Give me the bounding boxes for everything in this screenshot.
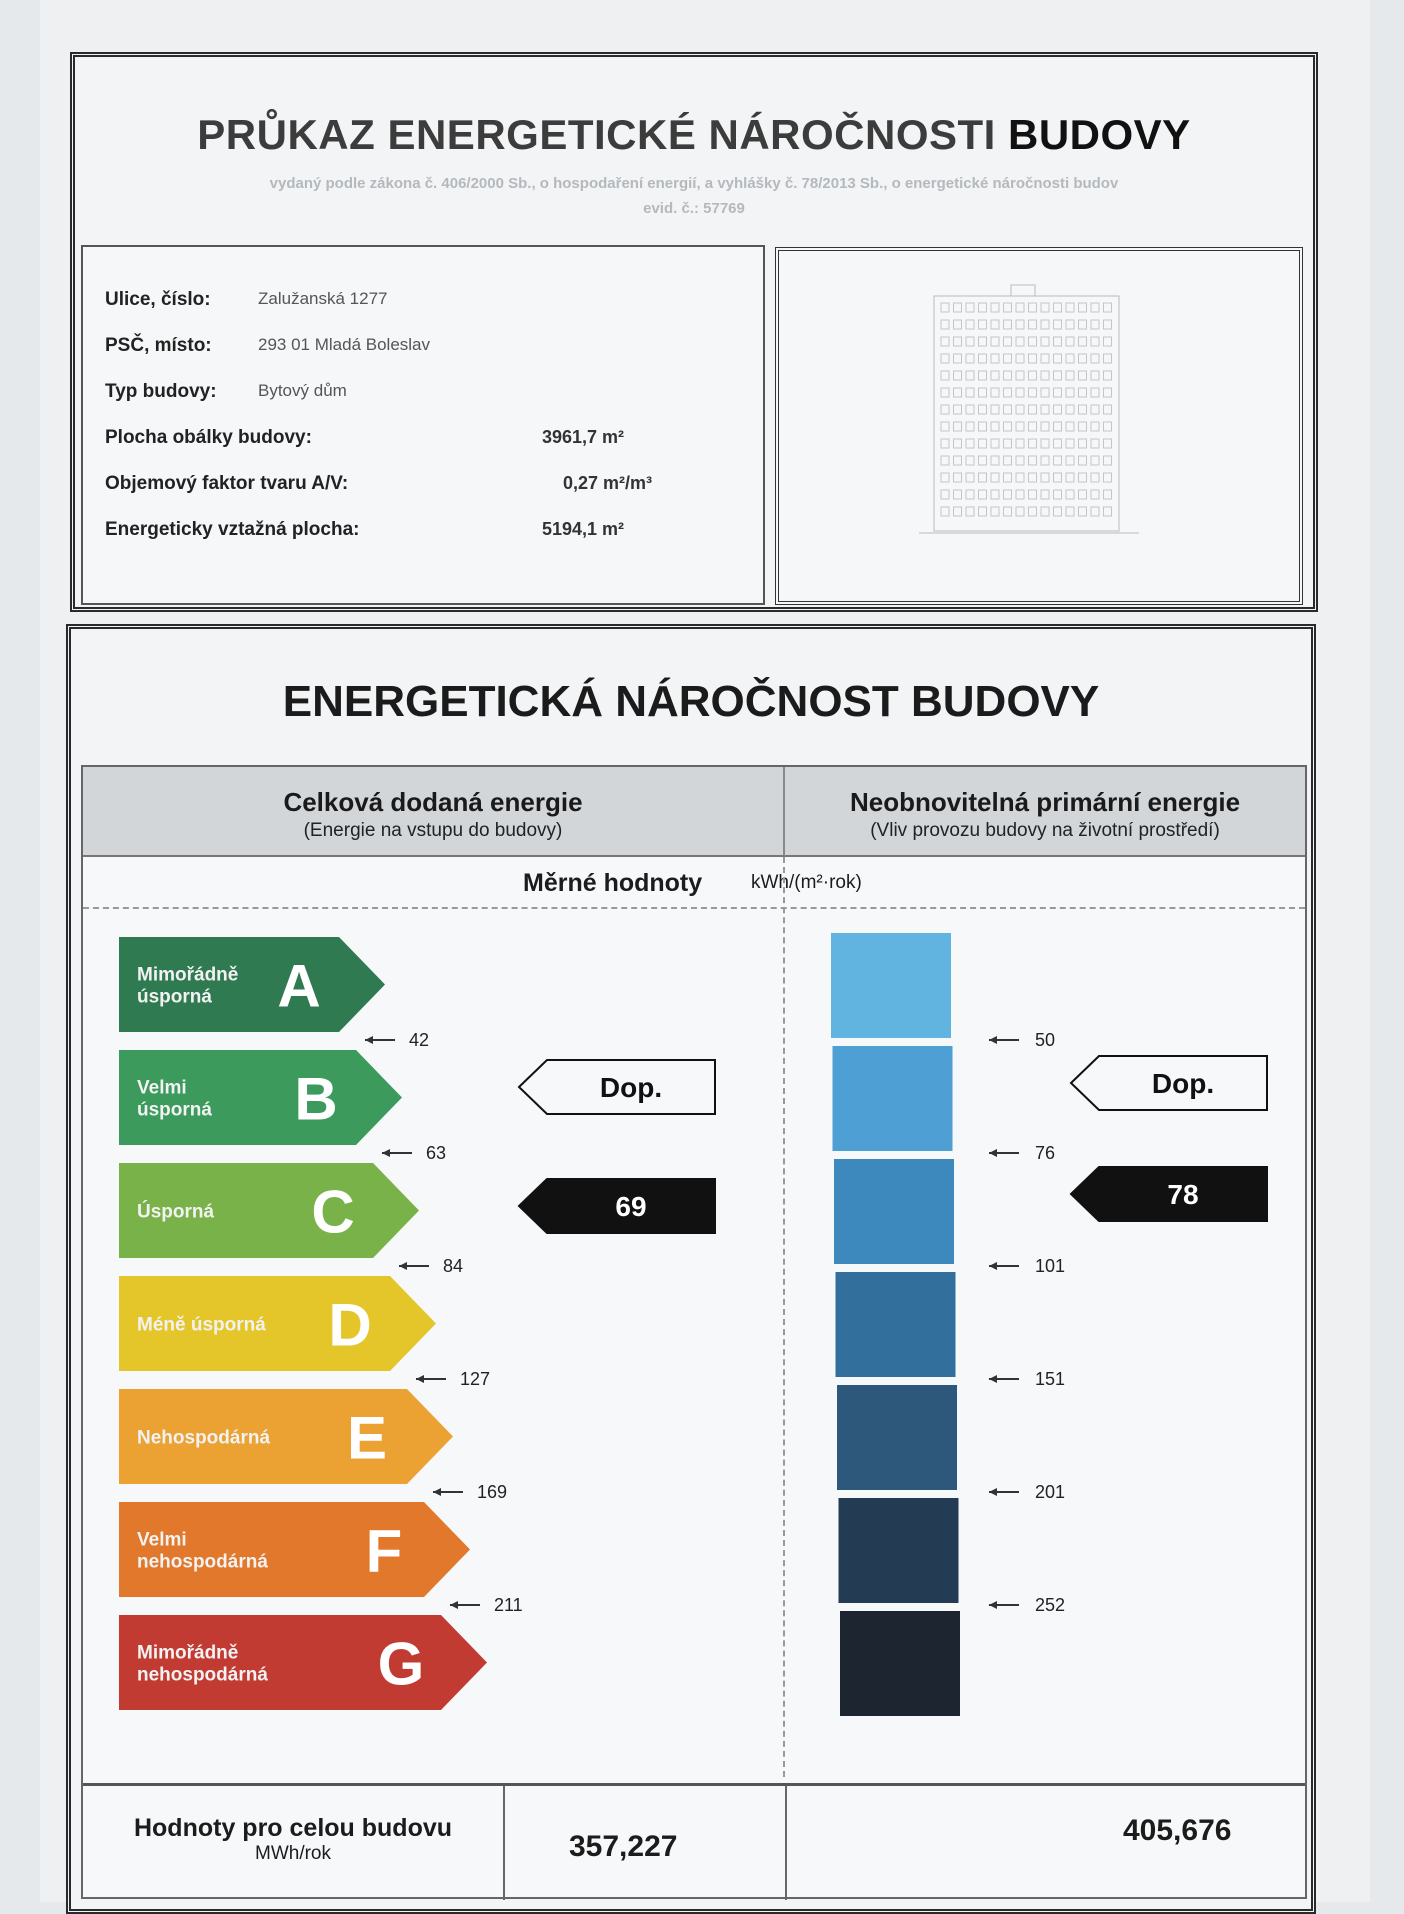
energy-class-f-label: Velmi <box>137 1529 187 1551</box>
primary-class-bar <box>840 1611 960 1716</box>
energy-table <box>81 765 1307 1899</box>
zip-label: PSČ, místo: <box>105 335 212 356</box>
energy-class-b-letter: B <box>294 1065 338 1133</box>
energy-class-e-letter: E <box>346 1404 388 1472</box>
primary-class-bar <box>839 1498 959 1603</box>
energy-class-a-letter: A <box>277 952 321 1020</box>
certificate-title-main: PRŮKAZ ENERGETICKÉ NÁROČNOSTI <box>197 111 1008 158</box>
primary-limit-arrowhead <box>989 1601 997 1609</box>
primary-energy-title: Neobnovitelná primární energie <box>849 787 1241 817</box>
delivered-actual-value: 69 <box>615 1191 647 1222</box>
class-limit-value: 84 <box>443 1256 464 1276</box>
energy-class-d-label: Méně úsporná <box>137 1314 266 1336</box>
reference-area-value: 5194,1 m² <box>542 519 625 539</box>
primary-limit-arrowhead <box>989 1262 997 1270</box>
delivered-energy-title: Celková dodaná energie <box>283 787 583 817</box>
shape-factor-label: Objemový faktor tvaru A/V: <box>105 473 349 494</box>
energy-class-chart <box>83 767 1305 1783</box>
primary-limit-arrowhead <box>989 1375 997 1383</box>
energy-class-d-letter: D <box>328 1291 372 1359</box>
energy-class-c-label: Úsporná <box>137 1201 215 1223</box>
primary-limit-value: 252 <box>1035 1595 1066 1615</box>
reference-area-label: Energeticky vztažná plocha: <box>105 519 360 540</box>
class-limit-value: 42 <box>409 1030 430 1050</box>
energy-class-b-label: Velmi <box>137 1077 187 1099</box>
primary-class-bar <box>836 1272 956 1377</box>
energy-class-a-label: Mimořádně <box>137 964 239 986</box>
primary-limit-value: 76 <box>1035 1143 1056 1163</box>
whole-building-values-row <box>83 1783 1305 1900</box>
class-limit-value: 127 <box>460 1369 491 1389</box>
primary-limit-value: 151 <box>1035 1369 1066 1389</box>
primary-class-bar <box>833 1046 953 1151</box>
energy-class-e-label: Nehospodárná <box>137 1427 271 1449</box>
class-limit-arrowhead <box>382 1149 390 1157</box>
whole-building-label-cell <box>83 1786 505 1900</box>
whole-building-unit: MWh/rok <box>255 1843 331 1864</box>
primary-limit-value: 50 <box>1035 1030 1056 1050</box>
primary-limit-value: 201 <box>1035 1482 1066 1502</box>
energy-class-f-letter: F <box>365 1517 403 1585</box>
class-limit-arrowhead <box>450 1601 458 1609</box>
legal-basis-text: vydaný podle zákona č. 406/2000 Sb., o hospodaření energií, a vyhlášky č. 78/2013 Sb., o energetické náročnosti budov <box>269 175 1119 192</box>
primary-limit-arrowhead <box>989 1488 997 1496</box>
class-limit-arrowhead <box>433 1488 441 1496</box>
building-type-value: Bytový dům <box>258 381 347 400</box>
building-type-label: Typ budovy: <box>105 381 217 402</box>
primary-class-bar <box>837 1385 957 1490</box>
whole-building-label: Hodnoty pro celou budovu <box>133 1814 453 1842</box>
street-value: Zalužanská 1277 <box>258 289 388 308</box>
primary-energy-subtitle: (Vliv provozu budovy na životní prostředí) <box>870 820 1220 841</box>
primary-limit-arrowhead <box>989 1149 997 1157</box>
energy-class-f-label: nehospodárná <box>137 1551 268 1573</box>
primary-recommended-value: Dop. <box>1151 1068 1215 1099</box>
class-limit-arrowhead <box>365 1036 373 1044</box>
registration-number: evid. č.: 57769 <box>643 200 745 217</box>
delivered-energy-total: 357,227 <box>569 1830 678 1863</box>
building-picture-frame <box>775 247 1303 605</box>
primary-limit-value: 101 <box>1035 1256 1066 1276</box>
energy-class-g-label: Mimořádně <box>137 1642 239 1664</box>
energy-class-a-label: úsporná <box>137 986 212 1008</box>
specific-values-unit: kWh/(m²·rok) <box>751 872 862 893</box>
class-limit-arrowhead <box>416 1375 424 1383</box>
primary-limit-arrowhead <box>989 1036 997 1044</box>
specific-values-label: Měrné hodnoty <box>523 869 703 897</box>
delivered-recommended-value: Dop. <box>599 1072 663 1103</box>
class-limit-value: 211 <box>494 1595 523 1615</box>
primary-actual-value: 78 <box>1167 1179 1199 1210</box>
shape-factor-value: 0,27 m²/m³ <box>563 473 653 493</box>
zip-value: 293 01 Mladá Boleslav <box>258 335 431 354</box>
primary-class-bar <box>831 933 951 1038</box>
energy-performance-title: ENERGETICKÁ NÁROČNOST BUDOVY <box>282 677 1100 726</box>
energy-performance-section <box>66 624 1316 1914</box>
certificate-title-end: BUDOVY <box>1008 111 1191 158</box>
class-limit-value: 63 <box>426 1143 447 1163</box>
energy-class-c-letter: C <box>311 1178 355 1246</box>
certificate-header <box>70 52 1318 612</box>
primary-energy-total: 405,676 <box>1123 1814 1232 1847</box>
certificate-title <box>75 111 1313 159</box>
energy-class-g-label: nehospodárná <box>137 1664 268 1686</box>
building-info-panel <box>81 245 765 605</box>
class-limit-value: 169 <box>477 1482 508 1502</box>
envelope-value: 3961,7 m² <box>542 427 625 447</box>
class-limit-arrowhead <box>399 1262 407 1270</box>
building-drawing <box>779 251 1291 593</box>
street-label: Ulice, číslo: <box>105 289 211 310</box>
energy-class-g-letter: G <box>377 1630 425 1698</box>
delivered-energy-subtitle: (Energie na vstupu do budovy) <box>303 820 563 841</box>
primary-class-bar <box>834 1159 954 1264</box>
energy-class-b-label: úsporná <box>137 1099 212 1121</box>
envelope-label: Plocha obálky budovy: <box>105 427 312 448</box>
